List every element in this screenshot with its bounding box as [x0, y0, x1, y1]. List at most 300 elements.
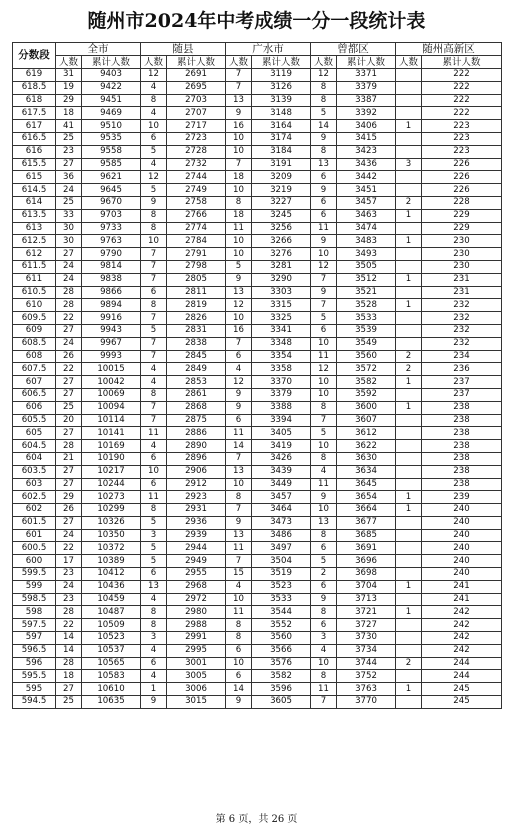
zengdu-count-cell: 7 [311, 273, 337, 286]
zengdu-cumulative-cell: 3493 [337, 248, 396, 261]
hightech-cumulative-cell: 232 [422, 312, 502, 325]
suixian-cumulative-cell: 2691 [167, 69, 226, 82]
guangshui-count-cell: 7 [226, 555, 252, 568]
guangshui-count-cell: 16 [226, 324, 252, 337]
hightech-count-cell [396, 632, 422, 645]
guangshui-count-cell: 8 [226, 632, 252, 645]
score-cell: 612 [13, 248, 56, 261]
suixian-cumulative-cell: 2886 [167, 427, 226, 440]
city-count-cell: 25 [56, 132, 82, 145]
hightech-count-cell: 1 [396, 606, 422, 619]
score-cell: 614.5 [13, 184, 56, 197]
table-row [13, 632, 502, 645]
hightech-count-cell [396, 427, 422, 440]
hightech-count-cell: 1 [396, 299, 422, 312]
suixian-cumulative-cell: 2717 [167, 120, 226, 133]
guangshui-count-cell: 8 [226, 196, 252, 209]
table-row [13, 465, 502, 478]
guangshui-count-cell: 4 [226, 363, 252, 376]
zengdu-cumulative-cell: 3730 [337, 632, 396, 645]
zengdu-count-cell: 10 [311, 248, 337, 261]
suixian-count-cell: 7 [141, 260, 167, 273]
suixian-count-cell: 8 [141, 606, 167, 619]
hightech-cumulative-cell: 240 [422, 516, 502, 529]
score-cell: 610.5 [13, 286, 56, 299]
city-count-cell: 26 [56, 504, 82, 517]
zengdu-count-cell: 12 [311, 260, 337, 273]
table-row [13, 286, 502, 299]
suixian-cumulative-cell: 2798 [167, 260, 226, 273]
city-count-cell: 27 [56, 324, 82, 337]
guangshui-cumulative-cell: 3533 [252, 593, 311, 606]
suixian-count-cell: 6 [141, 452, 167, 465]
city-count-cell: 23 [56, 593, 82, 606]
score-cell: 619 [13, 69, 56, 82]
suixian-count-cell: 7 [141, 414, 167, 427]
city-cumulative-cell: 10565 [82, 657, 141, 670]
city-count-cell: 28 [56, 440, 82, 453]
zengdu-cumulative-cell: 3415 [337, 132, 396, 145]
hightech-count-cell [396, 81, 422, 94]
guangshui-cumulative-cell: 3439 [252, 465, 311, 478]
city-count-cell: 24 [56, 529, 82, 542]
hightech-cumulative-cell: 242 [422, 632, 502, 645]
suixian-count-cell: 10 [141, 465, 167, 478]
guangshui-cumulative-cell: 3596 [252, 683, 311, 696]
suixian-cumulative-cell: 2955 [167, 568, 226, 581]
zengdu-cumulative-cell: 3483 [337, 235, 396, 248]
table-row [13, 350, 502, 363]
city-count-cell: 27 [56, 478, 82, 491]
zengdu-cumulative-cell: 3533 [337, 312, 396, 325]
guangshui-cumulative-cell: 3341 [252, 324, 311, 337]
city-count-cell: 19 [56, 81, 82, 94]
city-count-cell: 14 [56, 644, 82, 657]
guangshui-count-cell: 10 [226, 235, 252, 248]
hightech-count-cell: 1 [396, 120, 422, 133]
zengdu-count-cell: 8 [311, 401, 337, 414]
guangshui-count-cell: 7 [226, 158, 252, 171]
table-row [13, 683, 502, 696]
guangshui-count-cell: 10 [226, 312, 252, 325]
table-row [13, 427, 502, 440]
suixian-cumulative-cell: 2695 [167, 81, 226, 94]
city-count-cell: 18 [56, 107, 82, 120]
zengdu-count-cell: 10 [311, 657, 337, 670]
table-row [13, 107, 502, 120]
guangshui-count-cell: 13 [226, 465, 252, 478]
guangshui-count-cell: 6 [226, 644, 252, 657]
hightech-count-cell: 2 [396, 657, 422, 670]
zengdu-cumulative-cell: 3691 [337, 542, 396, 555]
table-row [13, 388, 502, 401]
score-cell: 603.5 [13, 465, 56, 478]
score-cell: 602 [13, 504, 56, 517]
city-count-cell: 22 [56, 619, 82, 632]
hightech-cumulative-cell: 238 [422, 414, 502, 427]
guangshui-cumulative-cell: 3394 [252, 414, 311, 427]
suixian-count-cell: 4 [141, 107, 167, 120]
city-count-cell: 29 [56, 491, 82, 504]
guangshui-count-cell: 7 [226, 337, 252, 350]
city-count-cell: 21 [56, 452, 82, 465]
city-count-cell: 22 [56, 363, 82, 376]
zengdu-cumulative-cell: 3442 [337, 171, 396, 184]
suixian-cumulative-cell: 2774 [167, 222, 226, 235]
suixian-cumulative-cell: 2838 [167, 337, 226, 350]
guangshui-cumulative-cell: 3256 [252, 222, 311, 235]
score-cell: 606 [13, 401, 56, 414]
city-cumulative-cell: 9403 [82, 69, 141, 82]
score-cell: 605.5 [13, 414, 56, 427]
zengdu-cumulative-cell: 3474 [337, 222, 396, 235]
hightech-cumulative-cell: 244 [422, 657, 502, 670]
zengdu-count-cell: 6 [311, 324, 337, 337]
score-cell: 609 [13, 324, 56, 337]
guangshui-count-cell: 7 [226, 504, 252, 517]
suixian-cumulative-cell: 2849 [167, 363, 226, 376]
suixian-cumulative-cell: 2861 [167, 388, 226, 401]
hightech-cumulative-cell: 240 [422, 529, 502, 542]
score-cell: 602.5 [13, 491, 56, 504]
cumulative-header: 累计人数 [337, 56, 396, 69]
city-cumulative-cell: 10372 [82, 542, 141, 555]
guangshui-cumulative-cell: 3164 [252, 120, 311, 133]
suixian-cumulative-cell: 2758 [167, 196, 226, 209]
city-cumulative-cell: 10412 [82, 568, 141, 581]
score-cell: 597 [13, 632, 56, 645]
suixian-cumulative-cell: 3006 [167, 683, 226, 696]
zengdu-cumulative-cell: 3721 [337, 606, 396, 619]
hightech-count-cell [396, 593, 422, 606]
score-cell: 615 [13, 171, 56, 184]
hightech-cumulative-cell: 238 [422, 401, 502, 414]
city-cumulative-cell: 10141 [82, 427, 141, 440]
table-row [13, 196, 502, 209]
hightech-cumulative-cell: 241 [422, 580, 502, 593]
hightech-count-cell: 1 [396, 273, 422, 286]
table-row [13, 312, 502, 325]
guangshui-cumulative-cell: 3184 [252, 145, 311, 158]
hightech-count-cell [396, 107, 422, 120]
city-cumulative-cell: 9733 [82, 222, 141, 235]
hightech-count-cell: 2 [396, 363, 422, 376]
suixian-count-cell: 5 [141, 516, 167, 529]
table-row [13, 69, 502, 82]
table-row [13, 235, 502, 248]
guangshui-count-cell: 6 [226, 414, 252, 427]
city-count-cell: 24 [56, 337, 82, 350]
score-cell: 606.5 [13, 388, 56, 401]
city-count-cell: 24 [56, 580, 82, 593]
city-count-cell: 23 [56, 568, 82, 581]
city-count-cell: 27 [56, 516, 82, 529]
score-cell: 605 [13, 427, 56, 440]
city-count-cell: 27 [56, 683, 82, 696]
city-count-cell: 41 [56, 120, 82, 133]
group-header-city: 全市 [56, 43, 141, 56]
cumulative-header: 累计人数 [252, 56, 311, 69]
suixian-count-cell: 9 [141, 696, 167, 709]
guangshui-cumulative-cell: 3126 [252, 81, 311, 94]
guangshui-count-cell: 9 [226, 107, 252, 120]
hightech-count-cell: 1 [396, 376, 422, 389]
zengdu-count-cell: 10 [311, 337, 337, 350]
table-row [13, 132, 502, 145]
guangshui-cumulative-cell: 3209 [252, 171, 311, 184]
suixian-count-cell: 7 [141, 273, 167, 286]
suixian-cumulative-cell: 3001 [167, 657, 226, 670]
zengdu-cumulative-cell: 3654 [337, 491, 396, 504]
suixian-count-cell: 10 [141, 120, 167, 133]
score-cell: 613.5 [13, 209, 56, 222]
count-header: 人数 [396, 56, 422, 69]
score-cell: 600.5 [13, 542, 56, 555]
zengdu-count-cell: 3 [311, 632, 337, 645]
guangshui-count-cell: 13 [226, 94, 252, 107]
suixian-cumulative-cell: 2766 [167, 209, 226, 222]
suixian-cumulative-cell: 2826 [167, 312, 226, 325]
table-row [13, 478, 502, 491]
city-cumulative-cell: 9645 [82, 184, 141, 197]
zengdu-count-cell: 4 [311, 465, 337, 478]
suixian-count-cell: 8 [141, 94, 167, 107]
guangshui-cumulative-cell: 3148 [252, 107, 311, 120]
hightech-cumulative-cell: 230 [422, 235, 502, 248]
table-row [13, 376, 502, 389]
guangshui-cumulative-cell: 3497 [252, 542, 311, 555]
city-cumulative-cell: 10326 [82, 516, 141, 529]
table-row [13, 158, 502, 171]
score-cell: 617.5 [13, 107, 56, 120]
hightech-cumulative-cell: 238 [422, 427, 502, 440]
score-cell: 604 [13, 452, 56, 465]
table-row [13, 491, 502, 504]
suixian-count-cell: 5 [141, 184, 167, 197]
guangshui-cumulative-cell: 3405 [252, 427, 311, 440]
table-row [13, 120, 502, 133]
table-row [13, 644, 502, 657]
zengdu-cumulative-cell: 3457 [337, 196, 396, 209]
guangshui-count-cell: 9 [226, 696, 252, 709]
hightech-cumulative-cell: 222 [422, 107, 502, 120]
guangshui-count-cell: 9 [226, 273, 252, 286]
zengdu-cumulative-cell: 3607 [337, 414, 396, 427]
hightech-count-cell [396, 286, 422, 299]
hightech-count-cell [396, 555, 422, 568]
zengdu-cumulative-cell: 3612 [337, 427, 396, 440]
count-header: 人数 [56, 56, 82, 69]
city-cumulative-cell: 9451 [82, 94, 141, 107]
zengdu-cumulative-cell: 3379 [337, 81, 396, 94]
score-cell: 599 [13, 580, 56, 593]
score-cell: 604.5 [13, 440, 56, 453]
suixian-cumulative-cell: 2923 [167, 491, 226, 504]
zengdu-count-cell: 14 [311, 120, 337, 133]
table-row [13, 504, 502, 517]
hightech-count-cell [396, 568, 422, 581]
group-header-zengdu: 曾都区 [311, 43, 396, 56]
guangshui-cumulative-cell: 3219 [252, 184, 311, 197]
guangshui-cumulative-cell: 3426 [252, 452, 311, 465]
suixian-cumulative-cell: 2972 [167, 593, 226, 606]
hightech-count-cell: 3 [396, 158, 422, 171]
hightech-cumulative-cell: 222 [422, 81, 502, 94]
hightech-count-cell [396, 248, 422, 261]
table-row [13, 516, 502, 529]
guangshui-count-cell: 9 [226, 388, 252, 401]
zengdu-count-cell: 5 [311, 555, 337, 568]
table-row [13, 81, 502, 94]
zengdu-cumulative-cell: 3752 [337, 670, 396, 683]
suixian-count-cell: 7 [141, 401, 167, 414]
hightech-count-cell: 1 [396, 504, 422, 517]
zengdu-cumulative-cell: 3696 [337, 555, 396, 568]
score-cell: 601.5 [13, 516, 56, 529]
hightech-cumulative-cell: 232 [422, 299, 502, 312]
score-cell: 609.5 [13, 312, 56, 325]
suixian-count-cell: 9 [141, 196, 167, 209]
hightech-count-cell: 1 [396, 209, 422, 222]
hightech-count-cell: 1 [396, 580, 422, 593]
suixian-cumulative-cell: 2991 [167, 632, 226, 645]
hightech-count-cell [396, 184, 422, 197]
city-count-cell: 30 [56, 222, 82, 235]
hightech-count-cell [396, 145, 422, 158]
table-row [13, 273, 502, 286]
guangshui-count-cell: 14 [226, 440, 252, 453]
score-cell: 596.5 [13, 644, 56, 657]
guangshui-cumulative-cell: 3388 [252, 401, 311, 414]
zengdu-cumulative-cell: 3698 [337, 568, 396, 581]
hightech-cumulative-cell: 222 [422, 69, 502, 82]
hightech-count-cell [396, 619, 422, 632]
suixian-cumulative-cell: 2939 [167, 529, 226, 542]
suixian-cumulative-cell: 2703 [167, 94, 226, 107]
suixian-cumulative-cell: 2890 [167, 440, 226, 453]
city-cumulative-cell: 10389 [82, 555, 141, 568]
hightech-count-cell: 1 [396, 491, 422, 504]
city-cumulative-cell: 9993 [82, 350, 141, 363]
suixian-cumulative-cell: 2707 [167, 107, 226, 120]
zengdu-cumulative-cell: 3560 [337, 350, 396, 363]
city-count-cell: 24 [56, 260, 82, 273]
hightech-cumulative-cell: 242 [422, 644, 502, 657]
zengdu-cumulative-cell: 3734 [337, 644, 396, 657]
city-cumulative-cell: 10069 [82, 388, 141, 401]
score-cell: 610 [13, 299, 56, 312]
suixian-count-cell: 6 [141, 286, 167, 299]
suixian-cumulative-cell: 2831 [167, 324, 226, 337]
city-count-cell: 24 [56, 273, 82, 286]
score-cell: 596 [13, 657, 56, 670]
guangshui-count-cell: 7 [226, 452, 252, 465]
zengdu-count-cell: 5 [311, 312, 337, 325]
zengdu-cumulative-cell: 3423 [337, 145, 396, 158]
hightech-cumulative-cell: 245 [422, 696, 502, 709]
suixian-count-cell: 11 [141, 491, 167, 504]
guangshui-count-cell: 13 [226, 529, 252, 542]
hightech-cumulative-cell: 237 [422, 388, 502, 401]
guangshui-count-cell: 10 [226, 248, 252, 261]
hightech-count-cell [396, 260, 422, 273]
zengdu-cumulative-cell: 3549 [337, 337, 396, 350]
suixian-cumulative-cell: 2875 [167, 414, 226, 427]
guangshui-cumulative-cell: 3566 [252, 644, 311, 657]
zengdu-cumulative-cell: 3592 [337, 388, 396, 401]
hightech-cumulative-cell: 237 [422, 376, 502, 389]
hightech-cumulative-cell: 245 [422, 683, 502, 696]
zengdu-count-cell: 11 [311, 478, 337, 491]
suixian-cumulative-cell: 3015 [167, 696, 226, 709]
zengdu-cumulative-cell: 3704 [337, 580, 396, 593]
guangshui-count-cell: 12 [226, 376, 252, 389]
hightech-cumulative-cell: 234 [422, 350, 502, 363]
hightech-cumulative-cell: 238 [422, 465, 502, 478]
suixian-count-cell: 1 [141, 683, 167, 696]
hightech-cumulative-cell: 226 [422, 158, 502, 171]
hightech-count-cell: 1 [396, 401, 422, 414]
suixian-count-cell: 8 [141, 619, 167, 632]
hightech-cumulative-cell: 228 [422, 196, 502, 209]
suixian-count-cell: 7 [141, 350, 167, 363]
suixian-cumulative-cell: 2819 [167, 299, 226, 312]
hightech-cumulative-cell: 226 [422, 184, 502, 197]
table-row [13, 260, 502, 273]
guangshui-count-cell: 7 [226, 69, 252, 82]
guangshui-count-cell: 14 [226, 683, 252, 696]
city-cumulative-cell: 10299 [82, 504, 141, 517]
zengdu-cumulative-cell: 3463 [337, 209, 396, 222]
city-cumulative-cell: 10244 [82, 478, 141, 491]
guangshui-cumulative-cell: 3473 [252, 516, 311, 529]
guangshui-cumulative-cell: 3552 [252, 619, 311, 632]
zengdu-count-cell: 7 [311, 696, 337, 709]
group-header-suixian: 随县 [141, 43, 226, 56]
city-count-cell: 25 [56, 401, 82, 414]
page-title: 随州市2024年中考成绩一分一段统计表 [87, 10, 426, 32]
count-header: 人数 [311, 56, 337, 69]
zengdu-count-cell: 9 [311, 491, 337, 504]
table-row [13, 222, 502, 235]
score-cell: 598.5 [13, 593, 56, 606]
guangshui-cumulative-cell: 3348 [252, 337, 311, 350]
suixian-count-cell: 5 [141, 324, 167, 337]
hightech-count-cell [396, 222, 422, 235]
hightech-cumulative-cell: 229 [422, 222, 502, 235]
score-cell: 611 [13, 273, 56, 286]
table-row [13, 542, 502, 555]
score-cell: 598 [13, 606, 56, 619]
guangshui-cumulative-cell: 3325 [252, 312, 311, 325]
zengdu-cumulative-cell: 3677 [337, 516, 396, 529]
table-row [13, 184, 502, 197]
score-column-header: 分数段 [13, 43, 56, 69]
zengdu-count-cell: 12 [311, 69, 337, 82]
city-count-cell: 18 [56, 670, 82, 683]
guangshui-cumulative-cell: 3523 [252, 580, 311, 593]
city-count-cell: 27 [56, 388, 82, 401]
suixian-cumulative-cell: 2723 [167, 132, 226, 145]
guangshui-cumulative-cell: 3227 [252, 196, 311, 209]
score-cell: 594.5 [13, 696, 56, 709]
zengdu-cumulative-cell: 3622 [337, 440, 396, 453]
hightech-count-cell [396, 94, 422, 107]
zengdu-cumulative-cell: 3539 [337, 324, 396, 337]
zengdu-cumulative-cell: 3528 [337, 299, 396, 312]
score-cell: 607.5 [13, 363, 56, 376]
guangshui-cumulative-cell: 3303 [252, 286, 311, 299]
